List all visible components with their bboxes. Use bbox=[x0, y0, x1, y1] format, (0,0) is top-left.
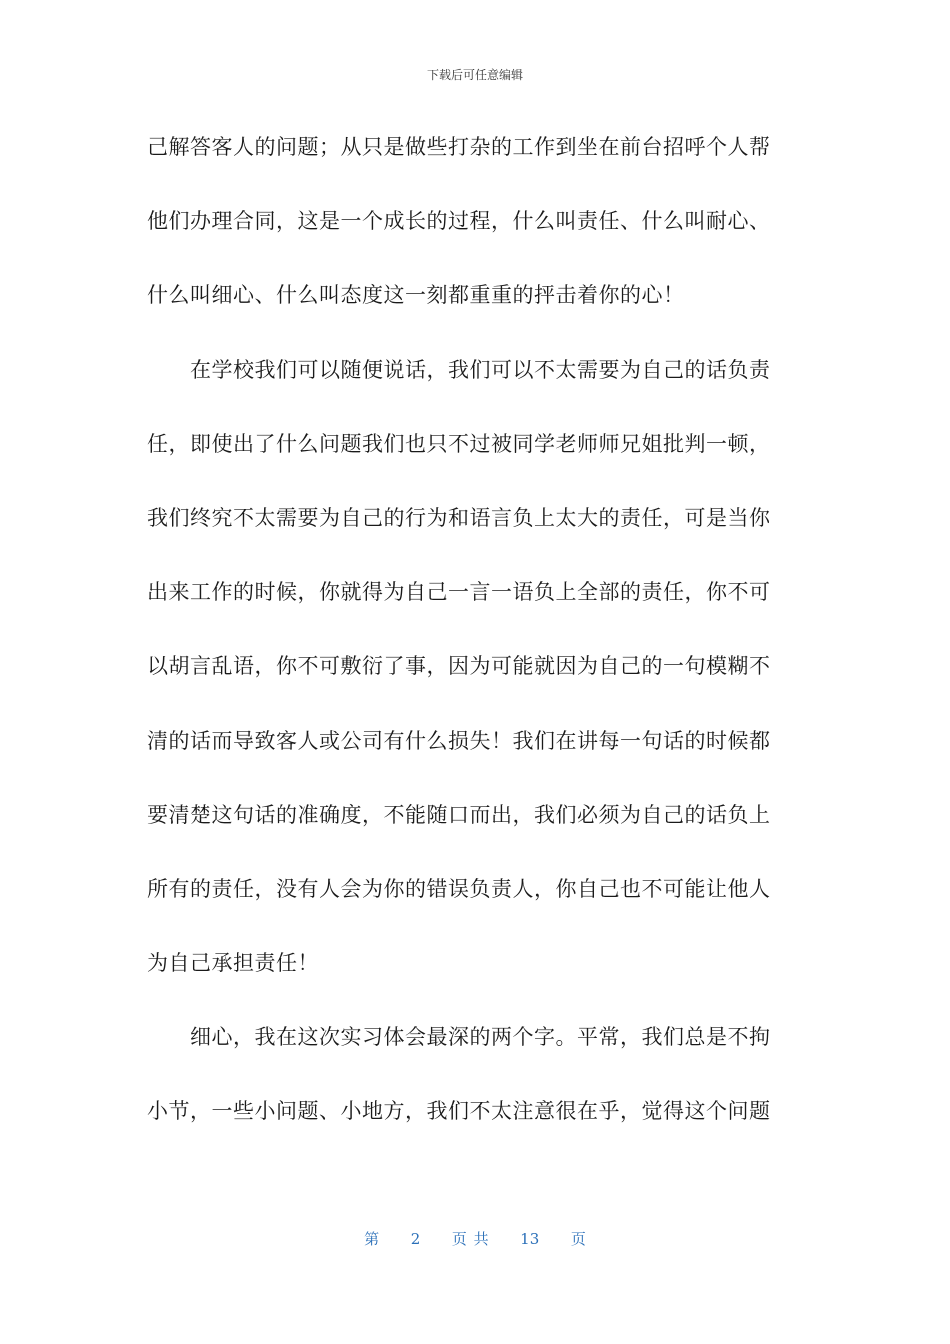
body-line: 为自己承担责任！ bbox=[147, 951, 319, 976]
body-line: 己解答客人的问题；从只是做些打杂的工作到坐在前台招呼个人帮 bbox=[147, 135, 771, 159]
footer-middle: 页 共 bbox=[451, 1230, 489, 1248]
body-line: 以胡言乱语，你不可敷衍了事，因为可能就因为自己的一句模糊不 bbox=[147, 654, 771, 679]
body-line: 所有的责任，没有人会为你的错误负责人，你自己也不可能让他人 bbox=[147, 876, 771, 901]
body-line: 什么叫细心、什么叫态度这一刻都重重的抨击着你的心！ bbox=[147, 283, 685, 308]
body-line: 出来工作的时候，你就得为自己一言一语负上全部的责任，你不可 bbox=[147, 580, 771, 605]
body-line: 我们终究不太需要为自己的行为和语言负上太大的责任，可是当你 bbox=[147, 505, 771, 530]
body-line: 清的话而导致客人或公司有什么损失！我们在讲每一句话的时候都 bbox=[147, 728, 771, 753]
current-page-number: 2 bbox=[410, 1230, 421, 1248]
body-line: 要清楚这句话的准确度，不能随口而出，我们必须为自己的话负上 bbox=[147, 802, 771, 827]
body-line: 在学校我们可以随便说话，我们可以不太需要为自己的话负责 bbox=[147, 357, 771, 382]
total-pages-number: 13 bbox=[520, 1230, 540, 1248]
body-line: 小节，一些小问题、小地方，我们不太注意很在乎，觉得这个问题 bbox=[147, 1099, 771, 1124]
footer-suffix: 页 bbox=[570, 1230, 586, 1248]
body-line: 任，即使出了什么问题我们也只不过被同学老师师兄姐批判一顿， bbox=[147, 431, 771, 456]
footer-prefix: 第 bbox=[364, 1230, 380, 1248]
body-line: 他们办理合同，这是一个成长的过程，什么叫责任、什么叫耐心、 bbox=[147, 209, 771, 234]
page-footer bbox=[0, 1228, 950, 1249]
page-header: 下载后可任意编辑 bbox=[426, 68, 523, 82]
body-line: 细心，我在这次实习体会最深的两个字。平常，我们总是不拘 bbox=[147, 1025, 771, 1050]
document-body bbox=[147, 126, 803, 1165]
